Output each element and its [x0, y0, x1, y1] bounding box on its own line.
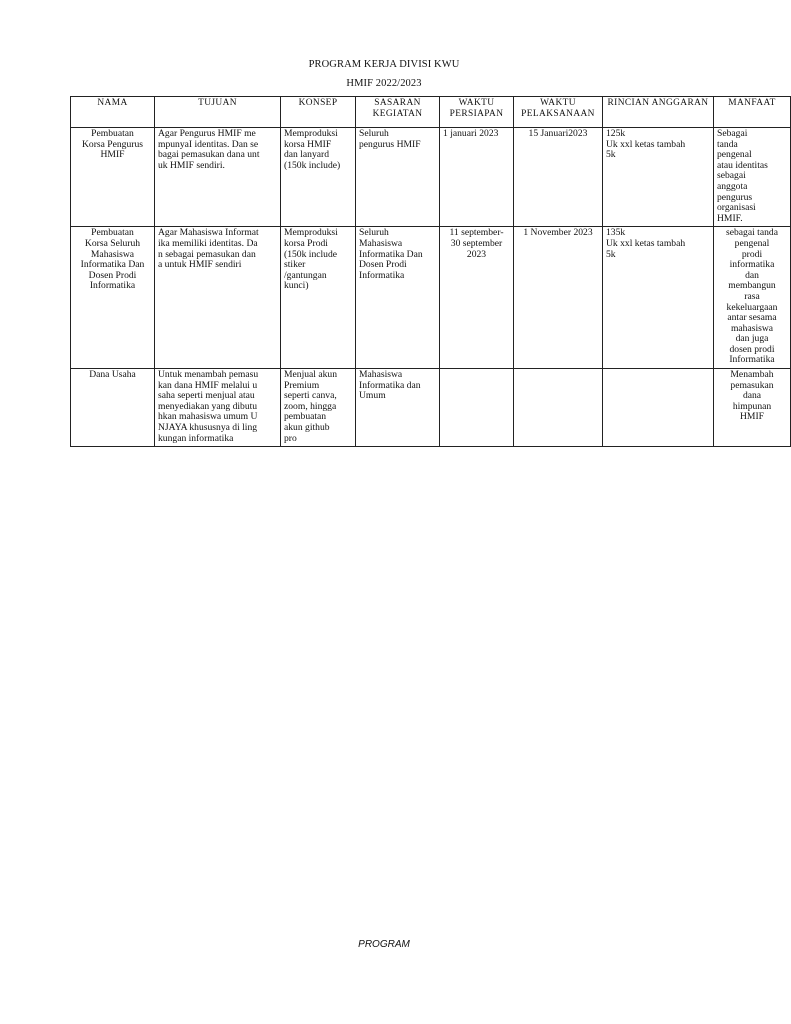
cell-nama: Pembuatan Korsa Pengurus HMIF [71, 128, 155, 227]
document-title: PROGRAM KERJA DIVISI KWU [308, 59, 460, 70]
cell-anggaran: 125k Uk xxl ketas tambah 5k [603, 128, 714, 227]
cell-manfaat: sebagai tanda pengenal prodi informatika dan membangun rasa kekeluargaan antar sesama mahasiswa dan juga dosen prodi Informatika [714, 227, 791, 369]
header-waktu-persiapan: WAKTU PERSIAPAN [440, 97, 514, 128]
cell-pelaksanaan [514, 369, 603, 447]
cell-sasaran: Mahasiswa Informatika dan Umum [356, 369, 440, 447]
header-manfaat: MANFAAT [714, 97, 791, 128]
cell-persiapan: 11 september- 30 september 2023 [440, 227, 514, 369]
cell-persiapan [440, 369, 514, 447]
header-waktu-pelaksanaan: WAKTU PELAKSANAAN [514, 97, 603, 128]
cell-sasaran: Seluruh Mahasiswa Informatika Dan Dosen Prodi Informatika [356, 227, 440, 369]
header-nama: NAMA [71, 97, 155, 128]
cell-sasaran: Seluruh pengurus HMIF [356, 128, 440, 227]
header-tujuan: TUJUAN [155, 97, 281, 128]
document-subtitle: HMIF 2022/2023 [346, 78, 422, 89]
table-row [71, 128, 791, 227]
program-table [70, 96, 791, 447]
cell-nama: Dana Usaha [71, 369, 155, 447]
cell-konsep: Memproduksi korsa HMIF dan lanyard (150k include) [281, 128, 356, 227]
header-sasaran-kegiatan: SASARAN KEGIATAN [356, 97, 440, 128]
header-konsep: KONSEP [281, 97, 356, 128]
cell-anggaran: 135k Uk xxl ketas tambah 5k [603, 227, 714, 369]
table-row [71, 369, 791, 447]
cell-anggaran [603, 369, 714, 447]
table-header-row [71, 97, 791, 128]
cell-konsep: Menjual akun Premium seperti canva, zoom, hingga pembuatan akun github pro [281, 369, 356, 447]
cell-tujuan: Agar Pengurus HMIF me mpunyaI identitas. Dan se bagai pemasukan dana unt uk HMIF sendiri. [155, 128, 281, 227]
cell-persiapan: 1 januari 2023 [440, 128, 514, 227]
header-rincian-anggaran: RINCIAN ANGGARAN [603, 97, 714, 128]
cell-manfaat: Menambah pemasukan dana himpunan HMIF [714, 369, 791, 447]
cell-pelaksanaan: 15 Januari2023 [514, 128, 603, 227]
cell-pelaksanaan: 1 November 2023 [514, 227, 603, 369]
cell-nama: Pembuatan Korsa Seluruh Mahasiswa Informatika Dan Dosen Prodi Informatika [71, 227, 155, 369]
cell-tujuan: Agar Mahasiswa Informat ika memiliki identitas. Da n sebagai pemasukan dan a untuk HMIF sendiri [155, 227, 281, 369]
cell-manfaat: Sebagai tanda pengenal atau identitas sebagai anggota pengurus organisasi HMIF. [714, 128, 791, 227]
cell-konsep: Memproduksi korsa Prodi (150k include stiker /gantungan kunci) [281, 227, 356, 369]
cell-tujuan: Untuk menambah pemasu kan dana HMIF melalui u saha seperti menjual atau menyediakan yang dibutu hkan mahasiswa umum U NJAYA khususnya di ling kungan informatika [155, 369, 281, 447]
page-footer: PROGRAM [358, 939, 410, 950]
table-row [71, 227, 791, 369]
